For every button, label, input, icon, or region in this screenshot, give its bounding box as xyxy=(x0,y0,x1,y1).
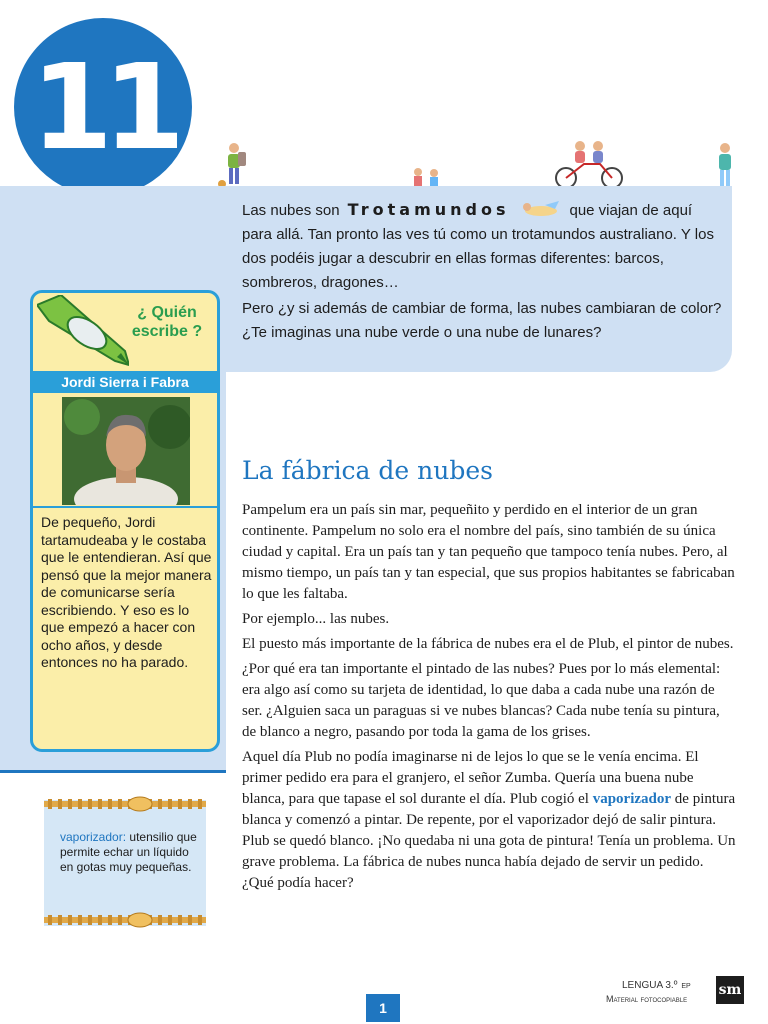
traveler-hiker-illustration xyxy=(214,140,250,190)
footer-level: EP xyxy=(681,983,691,990)
intro-keyword: Trotamundos xyxy=(347,200,510,219)
story-paragraph-4: ¿Por qué era tan importante el pintado de las nubes? Pues por lo más elemental: era algo así como su tarjeta de identidad, lo que daba a cada nube una razón de ser. ¿Alguien saca un paraguas si ve nubes blancas? Cada nube tenía su pintura, de blanco a negro, pasando por toda la gama de los grises. xyxy=(242,661,721,740)
intro-paragraph-2: Pero ¿y si además de cambiar de forma, las nubes cambiaran de color? ¿Te imaginas una nube verde o una nube de lunares? xyxy=(242,300,722,341)
footer-subject xyxy=(622,980,691,991)
author-card xyxy=(30,290,220,752)
story-title: La fábrica de nubes xyxy=(242,456,493,485)
author-card-divider xyxy=(33,506,217,508)
glossary-definition: utensilio que permite echar un líquido en gotas muy pequeñas. xyxy=(60,830,197,874)
pencil-icon xyxy=(37,295,129,367)
who-writes-line-1: ¿ Quién xyxy=(137,304,197,321)
intro-lead: Las nubes son xyxy=(242,202,340,219)
author-photo xyxy=(62,397,190,505)
who-writes-title xyxy=(119,303,215,341)
footer-material: Material fotocopiable xyxy=(606,994,688,1004)
intro-text xyxy=(242,198,722,345)
story-paragraph-3: El puesto más importante de la fábrica de nubes era el de Plub, el pintor de nubes. xyxy=(242,636,734,652)
glossary-term: vaporizador: xyxy=(60,830,127,844)
zipper-bottom-icon xyxy=(44,912,206,928)
tandem-bicycle-illustration xyxy=(554,138,626,190)
story-paragraph-5 xyxy=(242,747,737,894)
page-number: 1 xyxy=(366,994,400,1022)
story-p5-before: Aquel día Plub no podía imaginarse ni de lejos lo que se le venía encima. El primer pedido era para el granjero, el señor Zumba. Quería una buena nube blanca, para que tapase el sol durante el día. Plub cogió el xyxy=(242,749,699,807)
chapter-number: 11 xyxy=(30,38,176,176)
intro-paragraph-1 xyxy=(242,198,722,295)
glossary-text xyxy=(60,830,200,875)
publisher-logo: sm xyxy=(716,976,744,1004)
zipper-top-icon xyxy=(44,796,206,812)
author-bio: De pequeño, Jordi tartamudeaba y le costaba que le entendieran. Así que pensó que la mejor manera de comunicarse sería escribiendo. Y eso es lo que empezó a hacer con ocho años, y desde entonces no ha parado. xyxy=(41,514,212,670)
intro-rest: que viajan de aquí para allá. Tan pronto las ves tú como un trotamundos australiano. Y los dos podéis jugar a descubrir en ellas formas diferentes: barcos, sombreros, dragones… xyxy=(242,202,714,291)
who-writes-line-2: escribe ? xyxy=(131,323,203,340)
story-body xyxy=(242,500,737,898)
story-vaporizador-highlight: vaporizador xyxy=(592,791,672,807)
story-paragraph-2: Por ejemplo... las nubes. xyxy=(242,611,390,627)
flying-traveler-icon xyxy=(515,199,563,219)
sidebar-divider-line xyxy=(0,770,226,773)
author-name: Jordi Sierra i Fabra xyxy=(33,371,217,393)
footer-subject-text: LENGUA 3.º xyxy=(622,980,678,991)
traveler-camera-illustration xyxy=(712,140,740,190)
story-p5-after: de pintura blanca y comenzó a pintar. De repente, por el vaporizador dejó de salir pintura. Plub se quedó blanco. ¡No quedaba ni una gota de pintura! Tenía un problema. Un grave problema. La fábrica de nubes nunca había dejado de servir un pedido. ¿Qué podía hacer? xyxy=(242,791,736,891)
story-paragraph-1: Pampelum era un país sin mar, pequeñito y perdido en el interior de un gran continente. Pampelum no solo era el nombre del país, sino también de su única ciudad y capital. Era un país tan y tan pequeño que tampoco tenía nubes. Pero, al mismo tiempo, un país tan y tan especial, que sus propios habitantes se fabricaban lo que les faltaba. xyxy=(242,502,735,602)
